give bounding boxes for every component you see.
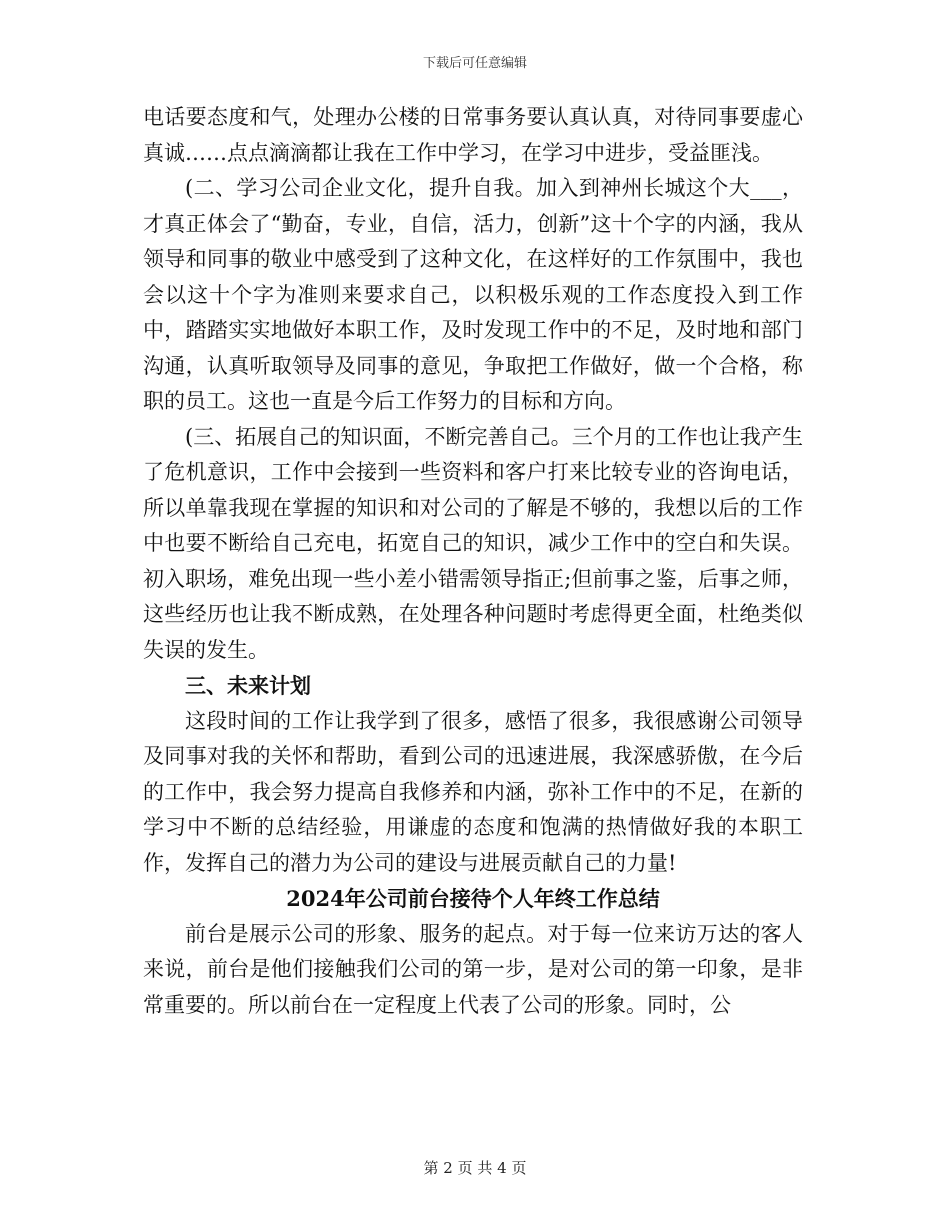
- paragraph-5: 前台是展示公司的形象、服务的起点。对于每一位来访万达的客人来说，前台是他们接触我们公司的第一步，是对公司的第一印象，是非常重要的。所以前台在一定程度上代表了公司的形象。同时，公: [143, 921, 803, 1017]
- paragraph-4: 这段时间的工作让我学到了很多，感悟了很多，我很感谢公司领导及同事对我的关怀和帮助，看到公司的迅速进展，我深感骄傲，在今后的工作中，我会努力提高自我修养和内涵，弥补工作中的不足，在新的学习中不断的总结经验，用谦虚的态度和饱满的热情做好我的本职工作，发挥自己的潜力为公司的建设与进展贡献自己的力量!: [143, 708, 803, 875]
- paragraph-1: 电话要态度和气，处理办公楼的日常事务要认真认真，对待同事要虚心真诚……点点滴滴都让我在工作中学习，在学习中进步，受益匪浅。: [143, 105, 803, 165]
- document-title: 2024年公司前台接待个人年终工作总结: [286, 886, 660, 911]
- page-header: 下载后可任意编辑: [422, 56, 527, 71]
- paragraph-2: (二、学习公司企业文化，提升自我。加入到神州长城这个大___，才真正体会了“勤奋，专业，自信，活力，创新”这十个字的内涵，我从领导和同事的敬业中感受到了这种文化，在这样好的工作氛围中，我也会以这十个字为准则来要求自己，以积极乐观的工作态度投入到工作中，踏踏实实地做好本职工作，及时发现工作中的不足，及时地和部门沟通，认真听取领导及同事的意见，争取把工作做好，做一个合格，称职的员工。这也一直是今后工作努力的目标和方向。: [143, 176, 803, 413]
- paragraph-3: (三、拓展自己的知识面，不断完善自己。三个月的工作也让我产生了危机意识，工作中会接到一些资料和客户打来比较专业的咨询电话，所以单靠我现在掌握的知识和对公司的了解是不够的，我想以后的工作中也要不断给自己充电，拓宽自己的知识，减少工作中的空白和失误。初入职场，难免出现一些小差小错需领导指正;但前事之鉴，后事之师，这些经历也让我不断成熟，在处理各种问题时考虑得更全面，杜绝类似失误的发生。: [143, 424, 803, 662]
- document-body: [143, 100, 803, 1023]
- section-heading: 三、未来计划: [185, 673, 311, 698]
- page-footer: 第 2 页 共 4 页: [423, 1159, 527, 1177]
